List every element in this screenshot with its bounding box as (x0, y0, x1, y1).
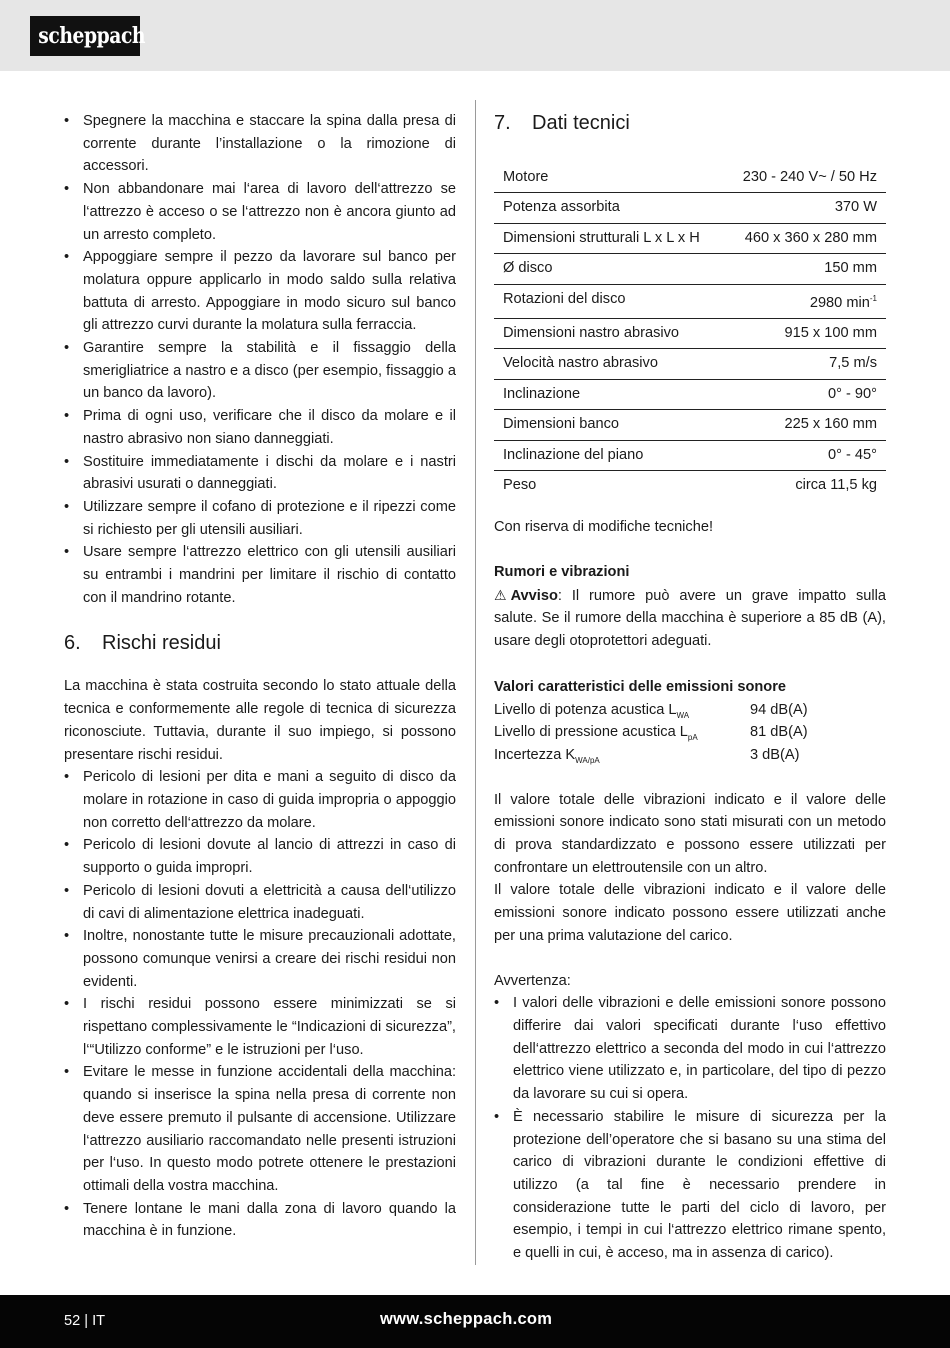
spec-label: Dimensioni nastro abrasivo (494, 318, 712, 348)
emission-subscript: WA (676, 710, 690, 720)
column-divider (475, 100, 476, 1265)
right-column (494, 110, 886, 1265)
list-item: • I valori delle vibrazioni e delle emissioni sonore possono differire dai valori specificati durante l‘uso effettivo dell‘attrezzo elettrico a seconda del modo in cui l‘attrezzo elettrico viene utilizzato e, in particolare, del tipo di pezzo da lavorare su cui si opera. (494, 992, 886, 1106)
list-item: • Spegnere la macchina e staccare la spina dalla presa di corrente durante l’installazione o la rimozione di accessori. (64, 110, 456, 178)
list-item: • Garantire sempre la stabilità e il fissaggio della smerigliatrice a nastro e a disco (per esempio, fissaggio a un banco da lavoro). (64, 337, 456, 405)
emissions-heading: Valori caratteristici delle emissioni sonore (494, 678, 786, 695)
list-item: • Prima di ogni uso, verificare che il disco da molare e il nastro abrasivo non siano danneggiati. (64, 405, 456, 450)
spec-value-exponent: -1 (869, 293, 877, 303)
safety-bullet-list (64, 110, 456, 609)
caution-bullet-list (494, 992, 886, 1264)
spec-value: 230 - 240 V~ / 50 Hz (712, 163, 886, 193)
spec-value: 225 x 160 mm (712, 410, 886, 440)
section-heading-rischi-residui (64, 630, 456, 656)
emission-row (494, 744, 886, 767)
emission-label (494, 744, 750, 767)
spec-value: 150 mm (712, 254, 886, 284)
spec-label: Dimensioni strutturali L x L x H (494, 223, 712, 253)
risk-bullet-list (64, 766, 456, 1243)
emission-value: 3 dB(A) (750, 746, 800, 763)
footer-bar (0, 1295, 950, 1348)
list-item: • È necessario stabilire le misure di sicurezza per la protezione dell’operatore che si basano su una stima del carico di vibrazioni durante le condizioni effettive di utilizzo (a tal fine è necessario prendere in considerazione tutte le parti del ciclo di lavoro, per esempio, i tempi in cui l‘attrezzo elettrico rimane spento, e quelli in cui, è acceso, ma in assenza di carico). (494, 1106, 886, 1265)
spec-value: 0° - 90° (712, 379, 886, 409)
caution-heading: Avvertenza: (494, 972, 571, 989)
section-title: Rischi residui (102, 632, 221, 655)
scheppach-logo (30, 16, 146, 56)
emission-label (494, 699, 750, 722)
page-number: 52 | IT (64, 1313, 106, 1329)
list-item: • Pericolo di lesioni per dita e mani a seguito di disco da molare in rotazione in caso di guida impropria o appoggio non corretto dell‘attrezzo da molare. (64, 766, 456, 834)
spec-value: 7,5 m/s (712, 349, 886, 379)
section-title: Dati tecnici (532, 112, 630, 134)
table-row (494, 470, 886, 500)
section-heading-dati-tecnici (494, 110, 886, 136)
spec-label: Inclinazione (494, 379, 712, 409)
table-row (494, 193, 886, 223)
website-link[interactable]: www.scheppach.com (380, 1310, 553, 1328)
spec-label: Peso (503, 476, 537, 493)
list-item: • I rischi residui possono essere minimizzati se si rispettano complessivamente le “Indicazioni di sicurezza”, l‘“Utilizzo conforme” e le istruzioni per l‘uso. (64, 993, 456, 1061)
emission-subscript: pA (687, 733, 698, 743)
emission-label-text: Livello di potenza acustica L (494, 701, 677, 718)
spec-value: 370 W (712, 193, 886, 223)
emission-row (494, 699, 886, 722)
spec-label: Potenza assorbita (494, 193, 712, 223)
spec-value: 0° - 45° (712, 440, 886, 470)
section-number: 7. (494, 112, 511, 134)
section-number: 6. (64, 632, 81, 655)
spec-value-text: 2980 min (809, 294, 870, 311)
list-item: • Utilizzare sempre il cofano di protezione e il ripezzi come si richiesto per gli utensili ausiliari. (64, 496, 456, 541)
table-row (494, 284, 886, 318)
noise-warning (494, 584, 886, 653)
vibration-paragraph-2: Il valore totale delle vibrazioni indicato e il valore delle emissioni sonore indicato possono essere utilizzati anche per una prima valutazione del carico. (494, 882, 886, 944)
spec-label: Dimensioni banco (494, 410, 712, 440)
noise-heading: Rumori e vibrazioni (494, 564, 630, 581)
section-intro: La macchina è stata costruita secondo lo stato attuale della tecnica e conformemente alle regole di tecnica di sicurezza riconosciute. Tuttavia, durante il suo impiego, si possono presentare rischi residui. (64, 678, 456, 763)
emission-label-text: Incertezza K (494, 746, 576, 763)
spec-label: Motore (494, 163, 712, 193)
table-row (494, 349, 886, 379)
table-row (494, 254, 886, 284)
table-row (494, 410, 886, 440)
table-row (494, 440, 886, 470)
list-item: • Pericolo di lesioni dovuti a elettricità a causa dell‘utilizzo di cavi di alimentazione elettrica inadeguati. (64, 880, 456, 925)
logo-text: scheppach (38, 23, 146, 49)
spec-label: Ø disco (494, 254, 712, 284)
warning-icon: ⚠ (494, 586, 507, 603)
emission-value: 94 dB(A) (750, 701, 808, 718)
table-row (494, 223, 886, 253)
spec-value: 460 x 360 x 280 mm (712, 223, 886, 253)
emission-label (494, 721, 750, 744)
list-item: • Tenere lontane le mani dalla zona di lavoro quando la macchina è in funzione. (64, 1198, 456, 1243)
technical-data-table (494, 163, 886, 500)
emission-subscript: WA/pA (575, 755, 600, 765)
spec-label: Inclinazione del piano (494, 440, 712, 470)
vibration-paragraph-1: Il valore totale delle vibrazioni indicato e il valore delle emissioni sonore indicato sono stati misurati con un metodo di prova standardizzato e possono essere utilizzati per confrontare un elettroutensile con un altro. (494, 791, 886, 876)
header-bar (0, 0, 950, 71)
reserve-note: Con riserva di modifiche tecniche! (494, 519, 714, 536)
spec-value: 915 x 100 mm (712, 318, 886, 348)
spec-value: circa 11,5 kg (795, 476, 877, 493)
table-row (494, 163, 886, 193)
list-item: • Inoltre, nonostante tutte le misure precauzionali adottate, possono comunque venirsi a creare dei rischi residui non evidenti. (64, 925, 456, 993)
list-item: • Non abbandonare mai l‘area di lavoro dell‘attrezzo se l‘attrezzo è acceso o se l‘attrezzo non è ancora giunto ad un arresto completo. (64, 178, 456, 246)
list-item: • Appoggiare sempre il pezzo da lavorare sul banco per molatura oppure applicarlo in modo saldo sulla relativa battuta di arresto. Appoggiare in modo sicuro sul banco gli attrezzo curvi durante la molatura sulla ferraccia. (64, 246, 456, 337)
list-item: • Pericolo di lesioni dovute al lancio di attrezzi in caso di supporto o guida impropri. (64, 834, 456, 879)
emission-value: 81 dB(A) (750, 724, 808, 741)
list-item: • Sostituire immediatamente i dischi da molare e i nastri abrasivi usurati o danneggiati. (64, 451, 456, 496)
spec-value (712, 284, 886, 318)
table-row (494, 379, 886, 409)
warning-label: Avviso (510, 587, 558, 604)
table-row (494, 318, 886, 348)
emission-row (494, 721, 886, 744)
warning-text: : Il rumore può avere un grave impatto sulla salute. Se il rumore della macchina è superiore a 85 dB (A), usare degli otoprotettori adeguati. (494, 587, 886, 650)
emission-label-text: Livello di pressione acustica L (494, 724, 688, 741)
list-item: • Usare sempre l‘attrezzo elettrico con gli utensili ausiliari su entrambi i mandrini per limitare il rischio di contatto con il mandrino rotante. (64, 541, 456, 609)
list-item: • Evitare le messe in funzione accidentali della macchina: quando si inserisce la spina nella presa di corrente non deve essere premuto il pulsante di accensione. Utilizzare l‘attrezzo ausiliario raccomandato nelle presenti istruzioni per l‘uso. In questo modo potrete ottenere le prestazioni ottimali della vostra macchina. (64, 1061, 456, 1197)
left-column (64, 110, 456, 1243)
spec-label: Velocità nastro abrasivo (494, 349, 712, 379)
spec-label: Rotazioni del disco (494, 284, 712, 318)
